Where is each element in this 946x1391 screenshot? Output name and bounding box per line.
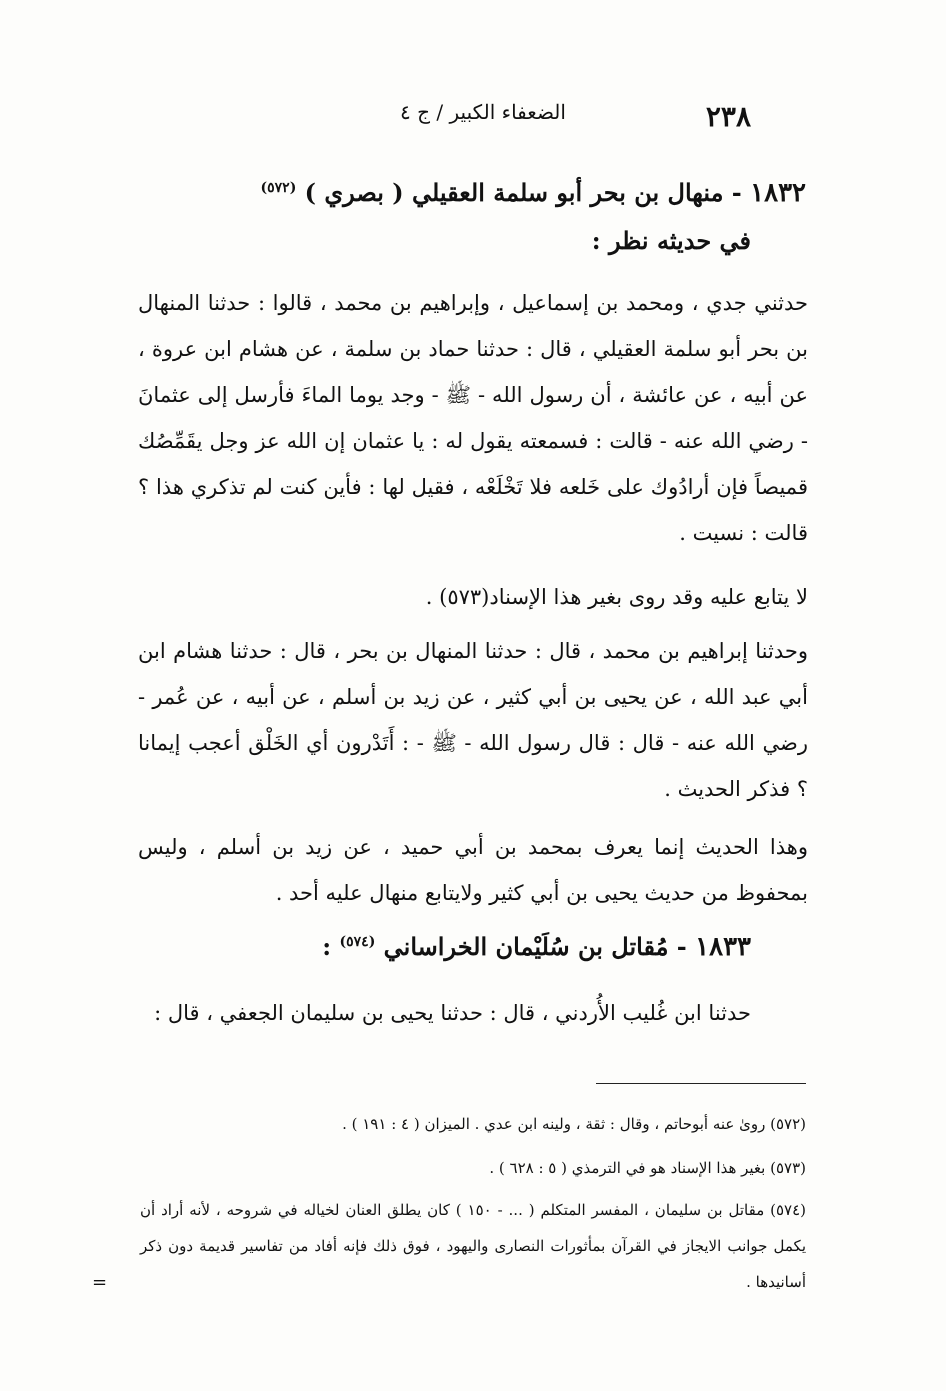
paragraph-4: وهذا الحديث إنما يعرف بمحمد بن أبي حميد ، عن زيد بن أسلم ، وليس بمحفوظ من حديث يحيى بن أبي كثير ولايتابع منهال عليه أحد . [138, 835, 808, 905]
entry-number: ١٨٣٢ [750, 178, 806, 208]
footnote-ref: (٥٧٤) [339, 934, 376, 950]
paragraph-3: وحدثنا إبراهيم بن محمد ، قال : حدثنا المنهال بن بحر ، قال : حدثنا هشام ابن أبي عبد الله ، عن يحيى بن أبي كثير ، عن زيد بن أسلم ، عن أبيه ، عن عُمر - رضي الله عنه - قال : قال رسول الله - ﷺ - : أَتَدْرون أي الخَلْق أعجب إيمانا ؟ فذكر الحديث . [138, 639, 808, 801]
entry-subheading: في حديثه نظر : [591, 226, 751, 255]
entry-name: مُقاتل بن سُلَيْمان الخراساني [383, 932, 669, 961]
footnote-574: (٥٧٤) مقاتل بن سليمان ، المفسر المتكلم ( ... - ١٥٠ ) كان يطلق العنان لخياله في شروحه ، لأنه أراد أن يكمل جوانب الايجاز في القرآن بمأثورات النصارى واليهود ، فوق ذلك فإنه أفاد من تفاسير قديمة دون ذكر أسانيدها . [140, 1201, 807, 1291]
running-header [0, 100, 946, 124]
footnote-573: (٥٧٣) بغير هذا الإسناد هو في الترمذي ( ٥ : ٦٢٨ ) . [489, 1159, 806, 1177]
paragraph-2: لا يتابع عليه وقد روى بغير هذا الإسناد(٥٧٣) . [425, 585, 808, 609]
entry-name: منهال بن بحر أبو سلمة العقيلي ( بصري ) [304, 178, 724, 207]
page-number: ٢٣٨ [705, 100, 751, 133]
book-title: الضعفاء الكبير / ج ٤ [400, 100, 566, 124]
footnote-divider [596, 1083, 806, 1084]
margin-mark: = [92, 1272, 108, 1293]
paragraph-5: حدثنا ابن غُليب الأُردني ، قال : حدثنا يحيى بن سليمان الجعفي ، قال : [154, 1001, 751, 1025]
entry-heading-1832: ١٨٣٢ - منهال بن بحر أبو سلمة العقيلي ( بصري ) $^{(٥٧٢)}$ [260, 178, 806, 208]
paragraph-1: حدثني جدي ، ومحمد بن إسماعيل ، وإبراهيم بن محمد ، قالوا : حدثنا المنهال بن بحر أبو سلمة العقيلي ، قال : حدثنا حماد بن سلمة ، عن هشام ابن عروة ، عن أبيه ، عن عائشة ، أن رسول الله - ﷺ - وجد يوما الماءَ فأرسل إلى عثمانَ - رضي الله عنه - قالت : فسمعته يقول له : يا عثمان إن الله عز وجل يقَمِّصُك قميصاً فإن أرادُوك على خَلعه فلا تَخْلَعْه ، فقيل لها : فأين كنت لم تذكري هذا ؟ قالت : نسيت . [138, 291, 808, 545]
entry-heading-1833: ١٨٣٣ - مُقاتل بن سُلَيْمان الخراساني $^{(٥٧٤)}$ : [322, 932, 751, 962]
entry-number: ١٨٣٣ [695, 932, 751, 962]
footnote-572: (٥٧٢) روىٰ عنه أبوحاتم ، وقال : ثقة ، ولينه ابن عدي . الميزان ( ٤ : ١٩١ ) . [342, 1115, 806, 1133]
footnote-ref: (٥٧٢) [260, 180, 297, 196]
